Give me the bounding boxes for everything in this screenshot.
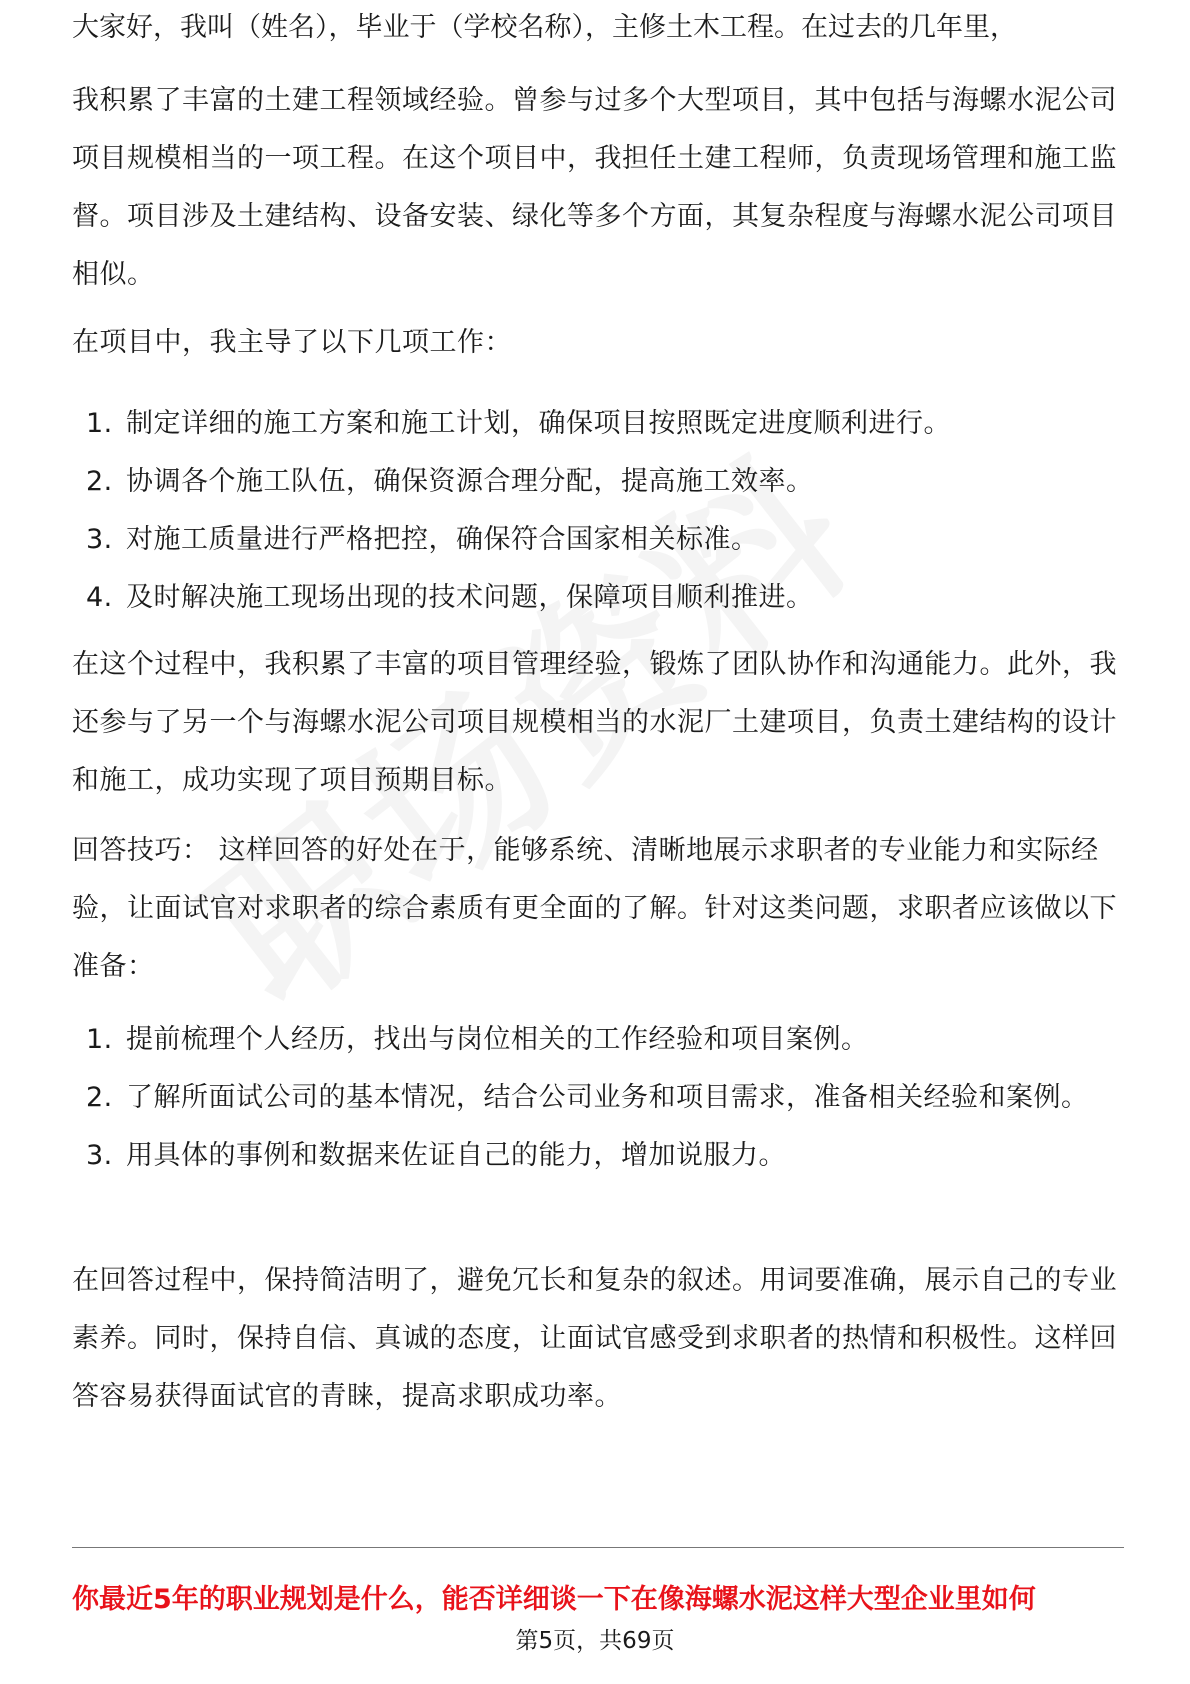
list-item-text: 及时解决施工现场出现的技术问题，保障项目顺利推进。 xyxy=(126,582,814,613)
paragraph-experience: 我积累了丰富的土建工程领域经验。曾参与过多个大型项目，其中包括与海螺水泥公司项目规模相当的一项工程。在这个项目中，我担任土建工程师，负责现场管理和施工监督。项目涉及土建结构、设备安装、绿化等多个方面，其复杂程度与海螺水泥公司项目相似。 xyxy=(72,85,1117,290)
page-number-footer: 第5页，共69页 xyxy=(515,1628,675,1654)
list-item-text: 提前梳理个人经历，找出与岗位相关的工作经验和项目案例。 xyxy=(126,1024,869,1055)
list-item xyxy=(72,453,1124,511)
list-item xyxy=(72,1069,1124,1127)
list-item-number: 1. xyxy=(86,408,113,439)
paragraph-answer-advice: 在回答过程中，保持简洁明了，避免冗长和复杂的叙述。用词要准确，展示自己的专业素养。同时，保持自信、真诚的态度，让面试官感受到求职者的热情和积极性。这样回答容易获得面试官的青睐，提高求职成功率。 xyxy=(72,1265,1117,1412)
list-item-text: 用具体的事例和数据来佐证自己的能力，增加说服力。 xyxy=(126,1140,786,1171)
list-item xyxy=(72,395,1124,453)
list-item xyxy=(72,1127,1124,1185)
list-item-number: 2. xyxy=(86,1082,113,1113)
list-item xyxy=(72,511,1124,569)
list-item-number: 3. xyxy=(86,524,113,555)
list-item-number: 3. xyxy=(86,1140,113,1171)
list-item-text: 了解所面试公司的基本情况，结合公司业务和项目需求，准备相关经验和案例。 xyxy=(126,1082,1089,1113)
next-question-heading: 你最近5年的职业规划是什么，能否详细谈一下在像海螺水泥这样大型企业里如何 xyxy=(72,1584,1036,1615)
section-divider xyxy=(72,1547,1124,1548)
preparation-list xyxy=(72,1011,1124,1185)
paragraph-led-work-intro: 在项目中，我主导了以下几项工作： xyxy=(72,327,512,358)
list-item-number: 2. xyxy=(86,466,113,497)
list-item xyxy=(72,1011,1124,1069)
paragraph-process-summary: 在这个过程中，我积累了丰富的项目管理经验，锻炼了团队协作和沟通能力。此外，我还参与了另一个与海螺水泥公司项目规模相当的水泥厂土建项目，负责土建结构的设计和施工，成功实现了项目预期目标。 xyxy=(72,649,1117,796)
cut-off-top-line xyxy=(72,12,1017,50)
paragraph-answer-tips: 回答技巧： 这样回答的好处在于，能够系统、清晰地展示求职者的专业能力和实际经验，让面试官对求职者的综合素质有更全面的了解。针对这类问题，求职者应该做以下准备： xyxy=(72,835,1117,982)
list-item-text: 制定详细的施工方案和施工计划，确保项目按照既定进度顺利进行。 xyxy=(126,408,951,439)
list-item xyxy=(72,569,1124,627)
list-item-text: 对施工质量进行严格把控，确保符合国家相关标准。 xyxy=(126,524,759,555)
list-item-number: 4. xyxy=(86,582,113,613)
cut-off-top-line-text: 大家好，我叫（姓名），毕业于（学校名称），主修土木工程。在过去的几年里， xyxy=(72,12,1017,43)
list-item-number: 1. xyxy=(86,1024,113,1055)
list-item-text: 协调各个施工队伍，确保资源合理分配，提高施工效率。 xyxy=(126,466,814,497)
led-work-list xyxy=(72,395,1124,627)
